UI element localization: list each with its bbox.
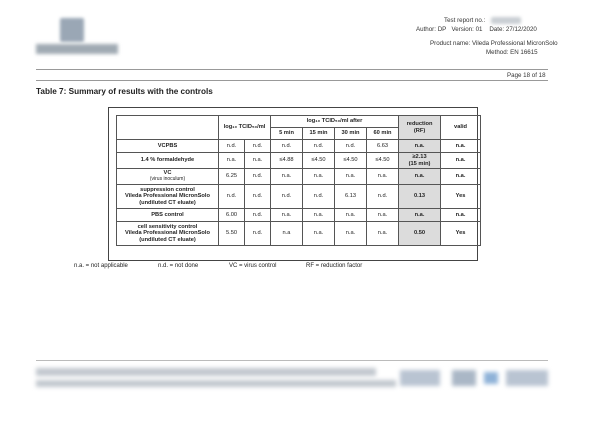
- cell-reduction: n.a.: [399, 140, 441, 153]
- cell: n.d.: [367, 185, 399, 209]
- cell: n.d.: [245, 222, 271, 246]
- cell: ≤4.88: [271, 153, 303, 169]
- cell: n.a.: [303, 222, 335, 246]
- redacted-footer-line-2: [36, 380, 396, 387]
- row-label: cell sensitivity control Vileda Professional MicronSolo (undiluted CT eluate): [117, 222, 219, 246]
- cell: n.a.: [219, 153, 245, 169]
- col-reduction-header: reduction (RF): [399, 116, 441, 140]
- cell: n.d.: [219, 140, 245, 153]
- cell: n.a.: [367, 209, 399, 222]
- cell: n.a.: [245, 153, 271, 169]
- table-title: Table 7: Summary of results with the controls: [36, 87, 213, 96]
- product-name-line: [430, 40, 558, 47]
- logo-mark: [60, 18, 84, 42]
- cell: 5.50: [219, 222, 245, 246]
- product-label: Product name:: [430, 40, 471, 47]
- footer-logo-1: [400, 370, 440, 386]
- author-version-date: [416, 26, 537, 33]
- cell-reduction: n.a.: [399, 169, 441, 185]
- cell: n.d.: [245, 140, 271, 153]
- method-label: Method:: [486, 49, 509, 56]
- author-label: Author:: [416, 26, 436, 33]
- header-rule: [36, 69, 548, 70]
- table-row: [117, 169, 481, 185]
- cell: n.a.: [367, 169, 399, 185]
- cell: n.a.: [335, 169, 367, 185]
- row-label: suppression control Vileda Professional MicronSolo (undiluted CT eluate): [117, 185, 219, 209]
- cell: n.a.: [367, 222, 399, 246]
- method-value: EN 16615: [510, 49, 538, 56]
- row-label-cell: [117, 169, 219, 185]
- cell: n.d.: [271, 140, 303, 153]
- legend-rf: RF = reduction factor: [306, 263, 363, 269]
- footer-logo-2: [452, 370, 476, 386]
- date-value: 27/12/2020: [505, 26, 537, 33]
- cell: n.d.: [335, 140, 367, 153]
- legend-nd: n.d. = not done: [158, 263, 199, 269]
- cell: 6.63: [367, 140, 399, 153]
- footer-rule: [36, 360, 548, 361]
- cell: n.d.: [219, 185, 245, 209]
- footer-logo-3: [484, 372, 498, 384]
- col-valid-header: valid: [441, 116, 481, 140]
- col-log-after-header: log₁₀ TCID₅₀/ml after: [271, 116, 399, 128]
- cell: n.a.: [303, 169, 335, 185]
- date-label: Date:: [489, 26, 505, 33]
- cell-valid: n.a.: [441, 140, 481, 153]
- table-row: [117, 222, 481, 246]
- table-row: [117, 185, 481, 209]
- version-value: 01: [475, 26, 483, 33]
- cell: n.a: [271, 222, 303, 246]
- cell-valid: n.a.: [441, 169, 481, 185]
- cell-valid: n.a.: [441, 209, 481, 222]
- col-log-header: log₁₀ TCID₅₀/ml: [219, 116, 271, 140]
- cell-reduction: ≥2.13 (15 min): [399, 153, 441, 169]
- cell-reduction: 0.13: [399, 185, 441, 209]
- footer-logo-4: [506, 370, 548, 386]
- cell: n.a.: [271, 169, 303, 185]
- cell: 6.25: [219, 169, 245, 185]
- cell: ≤4.50: [303, 153, 335, 169]
- product-value: Vileda Professional MicronSolo: [471, 40, 558, 47]
- row-label: 1.4 % formaldehyde: [117, 153, 219, 169]
- results-table: [116, 115, 481, 246]
- method-line: [486, 49, 538, 56]
- row-label: PBS control: [117, 209, 219, 222]
- cell: n.d.: [245, 169, 271, 185]
- cell: n.a.: [335, 209, 367, 222]
- company-logo: [36, 18, 118, 58]
- version-label: Version:: [451, 26, 474, 33]
- author-value: DP: [437, 26, 447, 33]
- cell-valid: Yes: [441, 222, 481, 246]
- row-label: VCPBS: [117, 140, 219, 153]
- cell: n.d.: [303, 140, 335, 153]
- row-label: VC: [163, 170, 172, 177]
- cell-reduction: n.a.: [399, 209, 441, 222]
- cell: n.a.: [335, 222, 367, 246]
- table-row: [117, 209, 481, 222]
- redacted-footer-line-1: [36, 368, 376, 376]
- col-60min-header: 60 min: [367, 128, 399, 140]
- table-row: [117, 140, 481, 153]
- col-15min-header: 15 min: [303, 128, 335, 140]
- page-number: Page 18 of 18: [507, 72, 546, 79]
- cell: n.d.: [303, 185, 335, 209]
- redacted-report-number: [491, 17, 521, 24]
- table-row: [117, 153, 481, 169]
- cell: n.d.: [245, 209, 271, 222]
- cell: 6.13: [335, 185, 367, 209]
- col-30min-header: 30 min: [335, 128, 367, 140]
- header-corner-cell: [117, 116, 219, 140]
- cell: ≤4.50: [367, 153, 399, 169]
- cell: n.a.: [303, 209, 335, 222]
- cell: n.d.: [271, 185, 303, 209]
- test-report-label: Test report no.:: [444, 17, 486, 25]
- cell: n.a.: [271, 209, 303, 222]
- logo-wordmark: [36, 44, 118, 54]
- cell: n.d.: [245, 185, 271, 209]
- cell-valid: n.a.: [441, 153, 481, 169]
- legend-vc: VC = virus control: [229, 263, 277, 269]
- row-sublabel: (virus inoculum): [149, 175, 186, 182]
- cell: ≤4.50: [335, 153, 367, 169]
- cell-reduction: 0.50: [399, 222, 441, 246]
- cell: 6.00: [219, 209, 245, 222]
- header-rule-bottom: [36, 80, 548, 81]
- legend-na: n.a. = not applicable: [74, 263, 128, 269]
- cell-valid: Yes: [441, 185, 481, 209]
- col-5min-header: 5 min: [271, 128, 303, 140]
- test-report-number: [444, 17, 521, 24]
